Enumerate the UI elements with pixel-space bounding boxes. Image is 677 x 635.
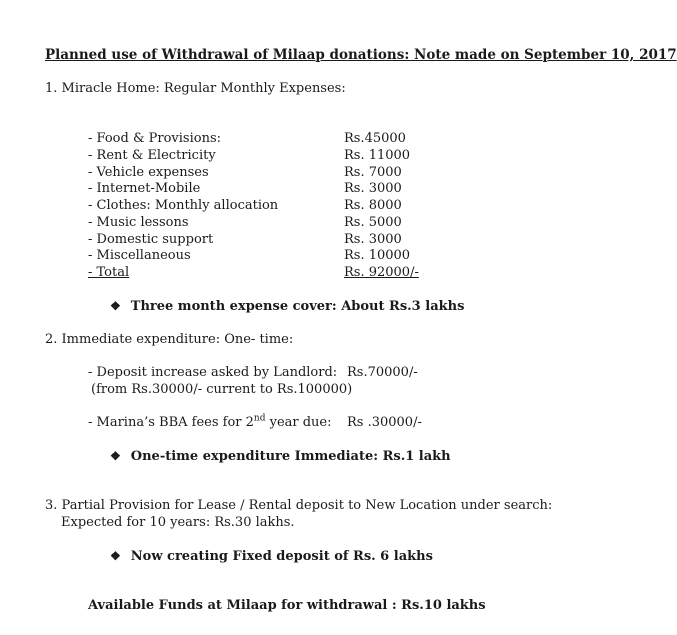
deposit-label: - Deposit increase asked by Landlord: [88, 365, 338, 380]
expense-item-amount: Rs. 10000 [344, 248, 411, 263]
expense-item-amount: Rs. 7000 [344, 165, 402, 180]
fees-label-superscript: nd [253, 413, 266, 424]
document-title: Planned use of Withdrawal of Milaap donations: Note made on September 10, 2017 [45, 47, 677, 63]
section2-summary [110, 448, 451, 465]
expense-total-amount: Rs. 92000/- [344, 265, 419, 280]
section2-summary-text: One-time expenditure Immediate: Rs.1 lakh [130, 449, 451, 464]
expense-item-label: - Rent & Electricity [88, 148, 216, 163]
fees-label-suffix: year due: [265, 415, 332, 430]
diamond-bullet-icon: ❖ [110, 299, 121, 313]
expense-item-amount: Rs. 3000 [344, 181, 402, 196]
section1-heading: 1. Miracle Home: Regular Monthly Expenses: [45, 81, 346, 96]
section1-summary [110, 298, 464, 315]
section3-heading-line1: 3. Partial Provision for Lease / Rental deposit to New Location under search: [45, 498, 553, 513]
expense-item-amount: Rs. 5000 [344, 215, 402, 230]
expense-item-label: - Clothes: Monthly allocation [88, 198, 279, 213]
diamond-bullet-icon: ❖ [110, 449, 121, 463]
expense-item-amount: Rs. 8000 [344, 198, 402, 213]
diamond-bullet-icon: ❖ [110, 549, 121, 563]
expense-item-label: - Food & Provisions: [88, 131, 222, 146]
expense-item-label: - Vehicle expenses [88, 165, 209, 180]
fees-label-text: - Marina’s BBA fees for 2 [88, 415, 254, 430]
expense-item-amount: Rs. 3000 [344, 232, 402, 247]
expense-item-amount: Rs. 11000 [344, 148, 411, 163]
expense-item-label: - Music lessons [88, 215, 189, 230]
expense-total-label: - Total [88, 265, 130, 280]
deposit-amount: Rs.70000/- [347, 365, 418, 380]
available-funds-footer: Available Funds at Milaap for withdrawal : Rs.10 lakhs [88, 598, 486, 613]
section3-summary-text: Now creating Fixed deposit of Rs. 6 lakhs [130, 549, 433, 564]
fees-label [88, 415, 332, 431]
expense-item-label: - Internet-Mobile [88, 181, 201, 196]
expense-item-amount: Rs.45000 [344, 131, 406, 146]
section1-summary-text: Three month expense cover: About Rs.3 lakhs [130, 299, 465, 314]
section2-heading: 2. Immediate expenditure: One- time: [45, 332, 294, 347]
expense-item-label: - Domestic support [88, 232, 214, 247]
expense-item-label: - Miscellaneous [88, 248, 191, 263]
fees-amount: Rs .30000/- [347, 415, 422, 430]
deposit-note: (from Rs.30000/- current to Rs.100000) [91, 382, 353, 397]
section3-summary [110, 548, 433, 565]
section3-heading-line2: Expected for 10 years: Rs.30 lakhs. [61, 515, 295, 530]
